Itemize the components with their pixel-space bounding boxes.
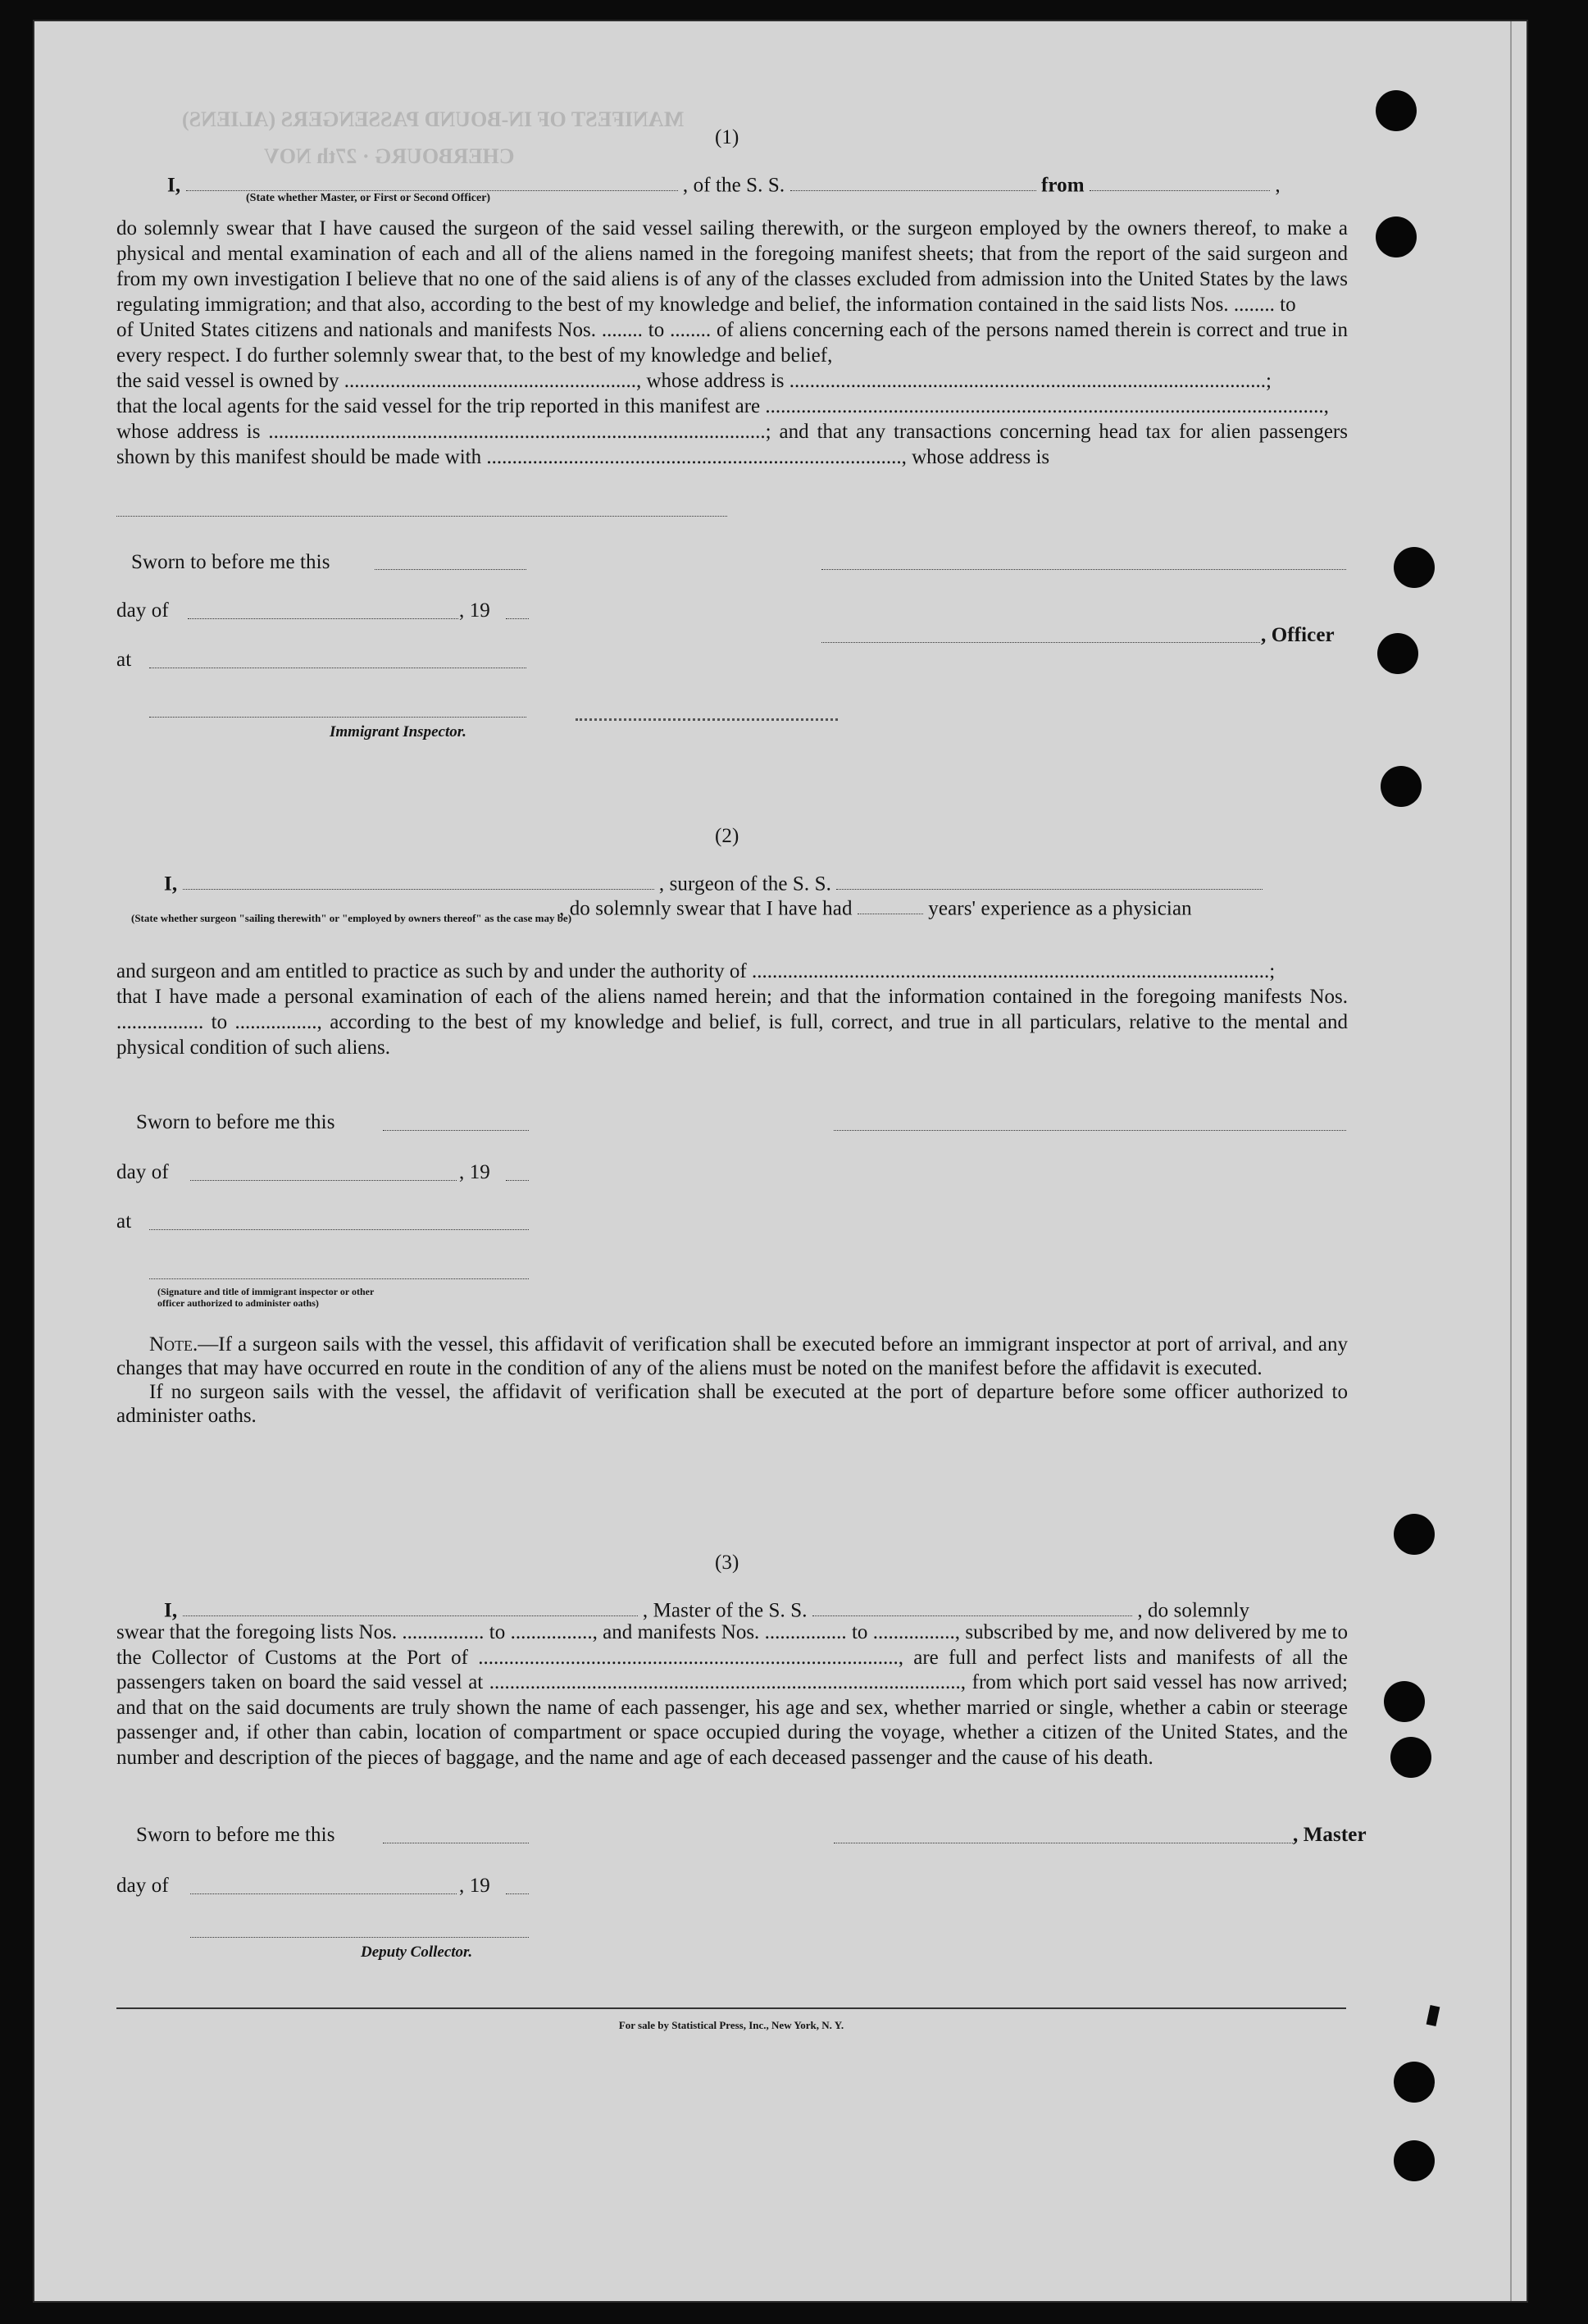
years-label: years' experience as a physician bbox=[928, 897, 1192, 920]
day-of-label: day of bbox=[116, 1161, 169, 1183]
declarant-role-hint: (State whether Master, or First or Second Officer) bbox=[246, 192, 491, 204]
bleed-through-header-2: CHERBOURG · 27th NOV bbox=[264, 144, 515, 168]
swear-label: , do solemnly swear that I have had bbox=[559, 897, 853, 920]
punch-hole bbox=[1390, 1737, 1431, 1778]
surgeon-declarant-label: I, bbox=[164, 873, 178, 895]
oath-paragraph: that I have made a personal examination of each of the aliens named herein; and that the information contained in the foregoing manifests Nos. ................. to ................, according to the best of my knowledge and belief, is full, correct, and true in all particulars, relative to the mental and physical condition of such aliens. bbox=[116, 986, 1348, 1059]
officer-signature-field[interactable] bbox=[821, 642, 1260, 643]
administering-officer-signature-field[interactable] bbox=[149, 1278, 529, 1279]
deputy-collector-label: Deputy Collector. bbox=[361, 1944, 473, 1961]
sworn-label: Sworn to before me this bbox=[131, 551, 330, 573]
declarant-label: I, bbox=[167, 174, 181, 197]
year-field[interactable] bbox=[506, 1893, 529, 1894]
master-ship-field[interactable] bbox=[812, 1594, 1132, 1616]
section-2-oath-text bbox=[116, 959, 1348, 1060]
note-label: Note. bbox=[149, 1333, 198, 1356]
year-field[interactable] bbox=[506, 1180, 529, 1181]
surgeon-signature-field[interactable] bbox=[834, 1130, 1346, 1131]
master-signature-field[interactable] bbox=[821, 569, 1346, 570]
section-3-opening-line bbox=[164, 1594, 1249, 1622]
solemnly-label: , do solemnly bbox=[1137, 1599, 1250, 1622]
immigrant-inspector-signature-field[interactable] bbox=[149, 717, 526, 718]
day-of-field[interactable] bbox=[190, 1893, 457, 1894]
sworn-label: Sworn to before me this bbox=[136, 1111, 335, 1133]
section-1-opening-line: I, , of the S. S. from , bbox=[167, 169, 1281, 197]
note-paragraph-2: If no surgeon sails with the vessel, the affidavit of verification shall be executed at the port of departure before some officer authorized to administer oaths. bbox=[116, 1381, 1348, 1427]
section-1-number: (1) bbox=[715, 126, 739, 148]
punch-hole bbox=[1376, 216, 1417, 257]
sworn-date-field[interactable] bbox=[383, 1130, 529, 1131]
day-of-label: day of bbox=[116, 599, 169, 622]
master-of-label: , Master of the S. S. bbox=[642, 1599, 808, 1622]
oath-paragraph: of United States citizens and nationals and manifests Nos. ........ to ........ of aliens concerning each of the persons named therein is correct and true in every respect. I do further solemnly swear that, to the best of my knowledge and belief, bbox=[116, 319, 1348, 367]
surgeon-ship-field[interactable] bbox=[836, 868, 1263, 890]
punch-hole bbox=[1394, 547, 1435, 588]
manifest-verification-form bbox=[33, 20, 1528, 2303]
year-field[interactable] bbox=[506, 618, 529, 619]
punch-hole bbox=[1377, 633, 1418, 674]
day-of-field[interactable] bbox=[188, 618, 458, 619]
master-declarant-label: I, bbox=[164, 1599, 178, 1622]
punch-hole bbox=[1394, 2140, 1435, 2181]
at-location-field[interactable] bbox=[149, 1229, 529, 1230]
from-label: from bbox=[1040, 174, 1085, 197]
oath-paragraph: the said vessel is owned by ........................................................., whose address is .............................................................................................; bbox=[116, 370, 1272, 392]
surgeon-line-2 bbox=[559, 892, 1192, 920]
surgeon-role-hint: (State whether surgeon "sailing therewith" or "employed by owners thereof" as the case may be) bbox=[131, 912, 572, 924]
section-3-number: (3) bbox=[715, 1552, 739, 1574]
sworn-date-field[interactable] bbox=[375, 569, 526, 570]
oath-paragraph: whose address is .................................................................................................; and that any transactions concerning head tax for alien passengers shown by this manifest should be made with ................................................................................., whose address is bbox=[116, 421, 1348, 468]
section-3-oath-text bbox=[116, 1620, 1348, 1770]
punch-hole bbox=[1381, 766, 1422, 807]
day-of-field[interactable] bbox=[190, 1180, 457, 1181]
section-2-number: (2) bbox=[715, 825, 739, 847]
oath-paragraph: and surgeon and am entitled to practice as such by and under the authority of .....................................................................................................; bbox=[116, 960, 1276, 982]
note-paragraph-1: Note.—If a surgeon sails with the vessel, this affidavit of verification shall be executed before an immigrant inspector at port of arrival, and any changes that may have occurred en route in the condition of any of the aliens must be noted on the manifest before the affidavit is executed. bbox=[116, 1333, 1348, 1379]
year-label: , 19 bbox=[459, 1875, 490, 1897]
surgeon-of-label: , surgeon of the S. S. bbox=[658, 873, 831, 895]
surgeon-name-field[interactable] bbox=[183, 868, 654, 890]
bleed-through-header: MANIFEST OF IN-BOUND PASSENGERS (ALIENS) bbox=[182, 107, 685, 131]
stamp-trace bbox=[576, 718, 838, 721]
footer-rule bbox=[116, 2007, 1346, 2009]
from-port-field[interactable] bbox=[1090, 169, 1270, 191]
punch-hole bbox=[1394, 1514, 1435, 1555]
ship-name-field[interactable] bbox=[790, 169, 1036, 191]
year-label: , 19 bbox=[459, 1161, 490, 1183]
immigrant-inspector-label: Immigrant Inspector. bbox=[330, 723, 466, 740]
deputy-collector-signature-field[interactable] bbox=[190, 1937, 529, 1938]
years-experience-field[interactable] bbox=[858, 892, 923, 914]
signature-hint: (Signature and title of immigrant inspector or other officer authorized to administer oaths) bbox=[157, 1286, 375, 1309]
declarant-name-field[interactable] bbox=[186, 169, 678, 191]
punch-hole bbox=[1384, 1681, 1425, 1722]
master-label: , Master bbox=[1293, 1824, 1367, 1846]
oath-paragraph: swear that the foregoing lists Nos. ................ to ................, and manifests Nos. ................ to ................, subscribed by me, and now delivered by me to the Collector of Customs at the Port of .................................................................................., are full and perfect lists and manifests of all the passengers taken on board the said vessel at ............................................................................................, from which port said vessel has now arrived; and that on the said documents are truly shown the name of each passenger, his age and sex, whether married or single, whether a cabin or steerage passenger and, if other than cabin, location of compartment or space occupied during the voyage, whether a citizen of the United States, and the number and description of the pieces of baggage, and the name and age of each deceased passenger and the cause of his death. bbox=[116, 1621, 1348, 1769]
year-label: , 19 bbox=[459, 599, 490, 622]
at-label: at bbox=[116, 1210, 132, 1233]
oath-paragraph: that the local agents for the said vessel for the trip reported in this manifest are ............................................................................................................., bbox=[116, 395, 1329, 417]
master-name-field[interactable] bbox=[183, 1594, 638, 1616]
ship-label: , of the S. S. bbox=[682, 174, 785, 197]
right-margin-rule bbox=[1510, 21, 1512, 2301]
section-1-oath-text bbox=[116, 216, 1348, 470]
head-tax-address-field[interactable] bbox=[116, 516, 727, 517]
instructions-note bbox=[116, 1333, 1348, 1428]
officer-label: , Officer bbox=[1261, 624, 1335, 646]
oath-paragraph: do solemnly swear that I have caused the surgeon of the said vessel sailing therewith, or the surgeon employed by the owners thereof, to make a physical and mental examination of each and all of the aliens named in the foregoing manifest sheets; that from the report of the said surgeon and from my own investigation I believe that no one of the said aliens is of any of the classes excluded from admission into the United States by the laws regulating immigration; and that also, according to the best of my knowledge and belief, the information contained in the said lists Nos. ........ to bbox=[116, 217, 1348, 316]
day-of-label: day of bbox=[116, 1875, 169, 1897]
punch-hole bbox=[1394, 2062, 1435, 2103]
printer-imprint: For sale by Statistical Press, Inc., New York, N. Y. bbox=[618, 2019, 844, 2031]
punch-hole bbox=[1376, 90, 1417, 131]
at-label: at bbox=[116, 649, 132, 671]
sworn-label: Sworn to before me this bbox=[136, 1824, 335, 1846]
